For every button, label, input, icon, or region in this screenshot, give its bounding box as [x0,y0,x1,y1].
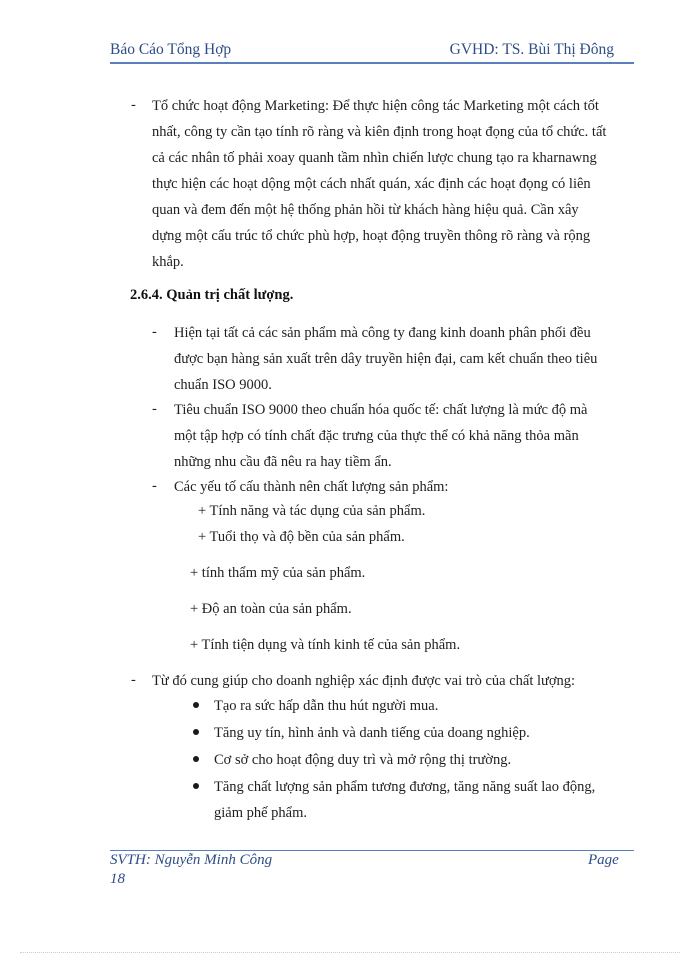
item2-dash: - [152,401,157,417]
section-heading: 2.6.4. Quản trị chất lượng. [130,287,294,303]
bullet-item: Cơ sở cho hoạt động duy trì và mở rộng thị trường. [214,752,512,768]
footer-student: SVTH: Nguyễn Minh Công [110,852,273,868]
plus-item: + Tính tiện dụng và tính kinh tế của sản phẩm. [190,637,461,653]
footer-page-label: Page [588,852,619,868]
section1-line-5: quan và đem đến một hệ thống phản hồi từ khách hàng hiệu quả. Cần xây [152,202,579,218]
item1-line-1: Hiện tại tất cả các sản phẩm mà công ty đang kinh doanh phân phối đều [174,325,591,341]
item1-dash: - [152,324,157,340]
bullet-icon [193,729,199,735]
bullet-item: Tạo ra sức hấp dẫn thu hút người mua. [214,698,439,714]
item2-line-2: một tập hợp có tính chất đặc trưng của thực thể có khả năng thỏa mãn [174,428,579,444]
header-title: Báo Cáo Tổng Hợp [110,41,232,58]
section1-line-3: cả các nhân tố phải xoay quanh tầm nhìn chiến lược chung tạo ra kharnawng [152,150,597,166]
item1-line-2: được bạn hàng sản xuất trên dây truyền hiện đại, cam kết chuẩn theo tiêu [174,351,598,367]
section3-dash: - [131,672,136,688]
item1-line-3: chuẩn ISO 9000. [174,377,272,393]
page-bottom-border [20,952,680,953]
bullet-item: Tăng uy tín, hình ảnh và danh tiếng của doang nghiệp. [214,725,530,741]
section1-line-4: thực hiện các hoạt dộng một cách nhất quán, xác định các hoạt đọng có liên [152,176,591,192]
header-advisor: GVHD: TS. Bùi Thị Đông [449,41,614,58]
bullet-item-continuation: giảm phế phẩm. [214,805,308,821]
plus-item: + Tuổi thọ và độ bền của sản phẩm. [198,529,405,545]
item2-line-3: những nhu cầu đã nêu ra hay tiềm ẩn. [174,454,392,470]
footer-divider [110,850,634,851]
bullet-icon [193,702,199,708]
item3-dash: - [152,478,157,494]
section3-intro: Từ đó cung giúp cho doanh nghiệp xác định được vai trò của chất lượng: [152,673,576,689]
page-header [110,40,634,63]
item2-line-1: Tiêu chuẩn ISO 9000 theo chuẩn hóa quốc tế: chất lượng là mức độ mà [174,402,588,418]
item3-line-1: Các yếu tố cấu thành nên chất lượng sản phẩm: [174,479,449,495]
section1-line-6: dựng một cấu trúc tổ chức phù hợp, hoạt động truyền thông rõ ràng và rộng [152,228,591,244]
section1-dash: - [131,97,136,113]
plus-item: + tính thẩm mỹ của sản phẩm. [190,565,366,581]
section1-line-1: Tổ chức hoạt động Marketing: Để thực hiện công tác Marketing một cách tốt [152,98,599,114]
footer-page-number: 18 [110,871,125,887]
plus-item: + Tính năng và tác dụng của sản phẩm. [198,503,426,519]
bullet-item: Tăng chất lượng sản phẩm tương đương, tăng năng suất lao động, [214,779,596,795]
bullet-icon [193,756,199,762]
plus-item: + Độ an toàn của sản phẩm. [190,601,352,617]
header-divider [110,63,634,64]
section1-line-2: nhất, công ty cần tạo tính rõ ràng và kiên định trong hoạt đọng của tổ chức. tất [152,124,607,140]
bullet-icon [193,783,199,789]
section1-line-7: khắp. [152,254,184,270]
